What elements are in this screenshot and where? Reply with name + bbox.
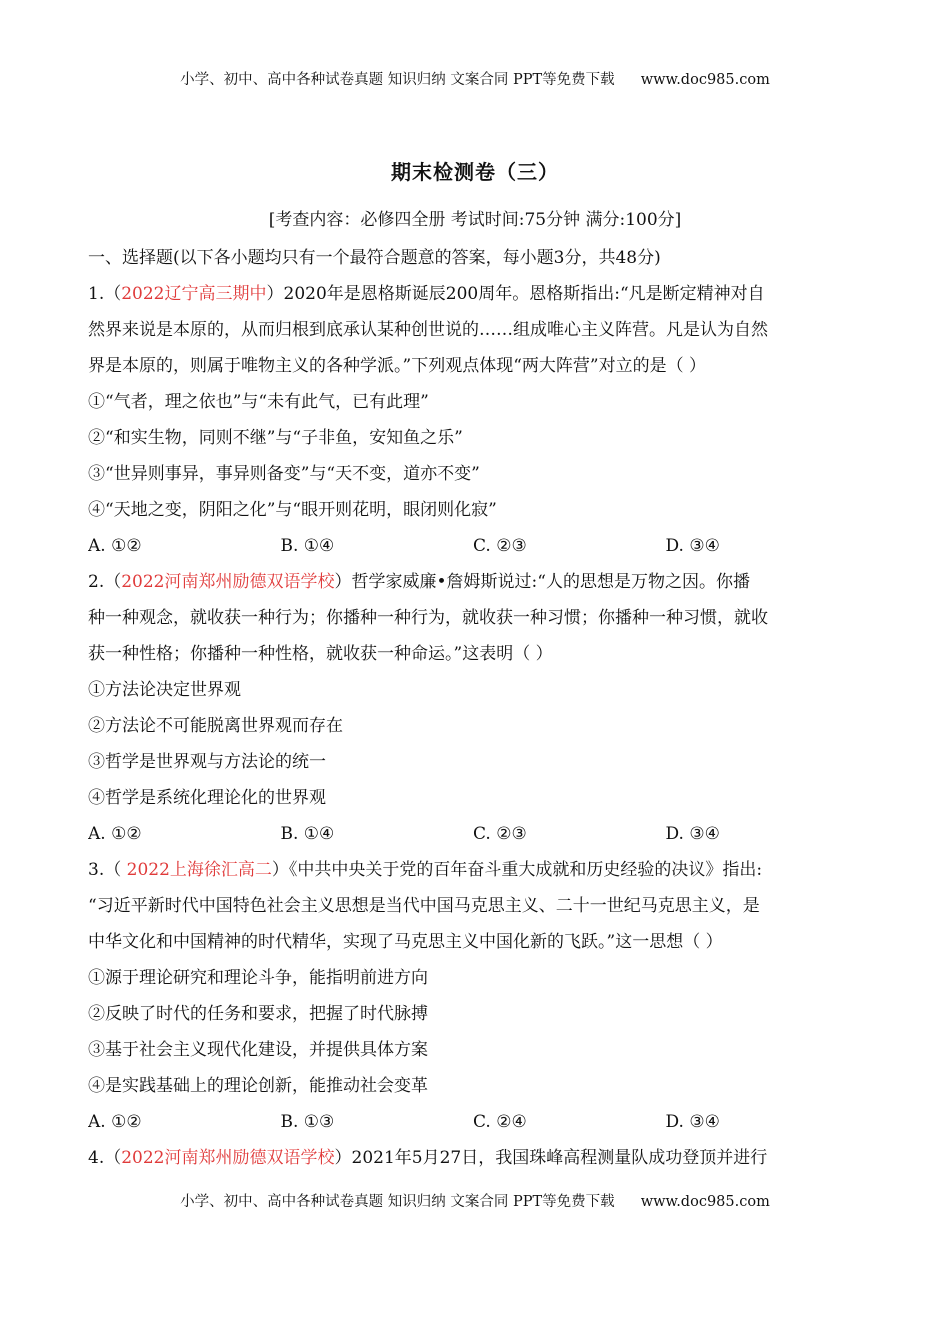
footer-site: www.doc985.com xyxy=(640,1194,770,1210)
q2-source: 2022河南郑州励德双语学校 xyxy=(121,572,335,592)
q3-option-b: B. ①③ xyxy=(280,1112,335,1132)
page-header xyxy=(0,68,950,89)
q4-number: 4.（ xyxy=(88,1148,122,1168)
q1-number: 1.（ xyxy=(88,284,122,304)
exam-meta: [考查内容：必修四全册 考试时间:75分钟 满分:100分] xyxy=(268,210,682,230)
q1-option-c: C. ②③ xyxy=(473,536,527,556)
q1-text-1: ）2020年是恩格斯诞辰200周年。恩格斯指出:“凡是断定精神对自 xyxy=(266,284,765,304)
q2-option-a: A. ①② xyxy=(88,824,142,844)
q3-item: ①源于理论研究和理论斗争，能指明前进方向 xyxy=(88,968,428,988)
q3-source: 2022上海徐汇高二 xyxy=(126,860,272,880)
q2-item: ④哲学是系统化理论化的世界观 xyxy=(88,788,326,808)
exam-content xyxy=(88,240,858,1176)
q1-options xyxy=(88,528,858,564)
q1-option-d: D. ③④ xyxy=(665,536,720,556)
q3-option-d: D. ③④ xyxy=(665,1112,720,1132)
q2-item: ②方法论不可能脱离世界观而存在 xyxy=(88,716,343,736)
section-heading: 一、选择题(以下各小题均只有一个最符合题意的答案，每小题3分，共48分) xyxy=(88,248,661,268)
q2-option-c: C. ②③ xyxy=(473,824,527,844)
q4-line-1 xyxy=(88,1140,858,1176)
q1-option-b: B. ①④ xyxy=(280,536,335,556)
q3-item: ②反映了时代的任务和要求，把握了时代脉搏 xyxy=(88,1004,428,1024)
footer-text: 小学、初中、高中各种试卷真题 知识归纳 文案合同 PPT等免费下载 xyxy=(180,1194,615,1210)
q2-option-d: D. ③④ xyxy=(665,824,720,844)
q4-text-1: ）2021年5月27日，我国珠峰高程测量队成功登顶并进行 xyxy=(334,1148,768,1168)
q3-option-c: C. ②④ xyxy=(473,1112,527,1132)
q3-number: 3.（ xyxy=(88,860,127,880)
q2-item: ③哲学是世界观与方法论的统一 xyxy=(88,752,326,772)
q1-item: ①“气者，理之依也”与“未有此气，已有此理” xyxy=(88,392,429,412)
q1-option-a: A. ①② xyxy=(88,536,142,556)
page-footer xyxy=(0,1190,950,1211)
q2-line-3: 获一种性格；你播种一种性格，就收获一种命运。”这表明（ ） xyxy=(88,644,553,664)
q3-line-2: “习近平新时代中国特色社会主义思想是当代中国马克思主义、二十一世纪马克思主义，是 xyxy=(88,896,760,916)
header-text: 小学、初中、高中各种试卷真题 知识归纳 文案合同 PPT等免费下载 xyxy=(180,72,615,88)
header-site: www.doc985.com xyxy=(640,72,770,88)
q3-item: ④是实践基础上的理论创新，能推动社会变革 xyxy=(88,1076,428,1096)
q1-item: ②“和实生物，同则不继”与“子非鱼，安知鱼之乐” xyxy=(88,428,463,448)
q3-option-a: A. ①② xyxy=(88,1112,142,1132)
q2-line-1 xyxy=(88,564,858,600)
q1-line-2: 然界来说是本原的，从而归根到底承认某种创世说的……组成唯心主义阵营。凡是认为自然 xyxy=(88,320,768,340)
q1-item: ③“世异则事异，事异则备变”与“天不变，道亦不变” xyxy=(88,464,480,484)
q2-line-2: 种一种观念，就收获一种行为；你播种一种行为，就收获一种习惯；你播种一种习惯，就收 xyxy=(88,608,768,628)
q3-item: ③基于社会主义现代化建设，并提供具体方案 xyxy=(88,1040,428,1060)
q2-number: 2.（ xyxy=(88,572,122,592)
q2-option-b: B. ①④ xyxy=(280,824,335,844)
q3-options xyxy=(88,1104,858,1140)
q4-source: 2022河南郑州励德双语学校 xyxy=(121,1148,335,1168)
q2-options xyxy=(88,816,858,852)
q3-line-1 xyxy=(88,852,858,888)
q1-source: 2022辽宁高三期中 xyxy=(121,284,267,304)
q2-item: ①方法论决定世界观 xyxy=(88,680,241,700)
q2-text-1: ）哲学家威廉•詹姆斯说过:“人的思想是万物之因。你播 xyxy=(334,572,750,592)
page-title: 期末检测卷（三） xyxy=(391,160,559,184)
q3-text-1: ）《中共中央关于党的百年奋斗重大成就和历史经验的决议》指出: xyxy=(271,860,763,880)
q1-line-3: 界是本原的，则属于唯物主义的各种学派。”下列观点体现“两大阵营”对立的是（ ） xyxy=(88,356,706,376)
q3-line-3: 中华文化和中国精神的时代精华，实现了马克思主义中国化新的飞跃。”这一思想（ ） xyxy=(88,932,723,952)
q1-line-1 xyxy=(88,276,858,312)
q1-item: ④“天地之变，阴阳之化”与“眼开则花明，眼闭则化寂” xyxy=(88,500,497,520)
